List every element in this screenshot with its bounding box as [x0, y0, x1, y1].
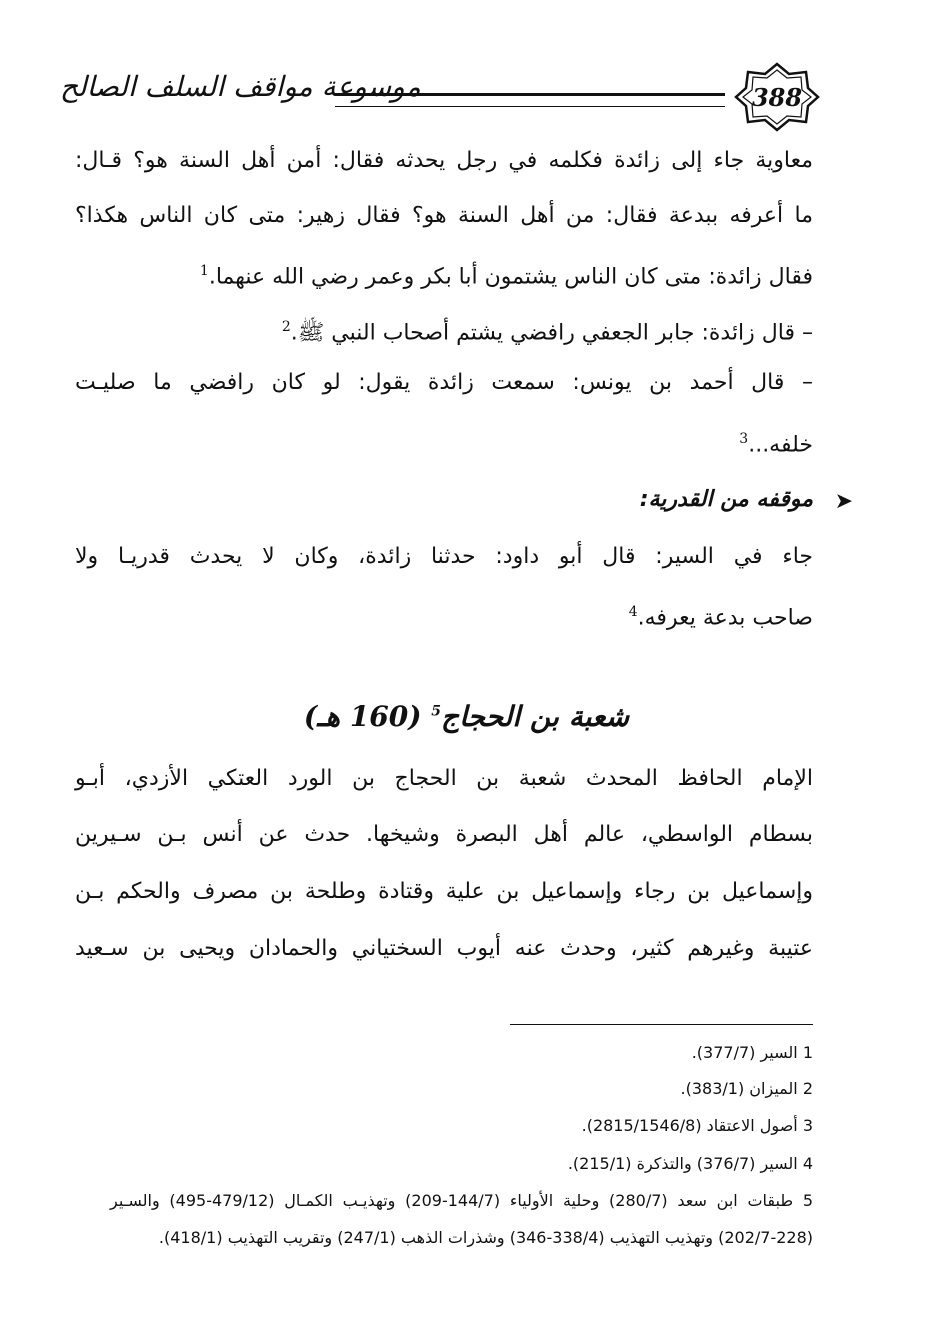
footnote-marker: 2: [281, 319, 291, 335]
body-line-5: – قال أحمد بن يونس: سمعت زائدة يقول: لو كان رافضي ما صليـت: [75, 370, 813, 395]
section-line-2: صاحب بدعة يعرفه.$^4$: [628, 604, 813, 631]
page-number: 388: [751, 82, 803, 112]
bio-line-1: الإمام الحافظ المحدث شعبة بن الحجاج بن الورد العتكي الأزدي، أبـو: [75, 766, 813, 791]
header-rule: [335, 93, 725, 107]
body-line-3: فقال زائدة: متى كان الناس يشتمون أبا بكر وعمر رضي الله عنهما.$^1$: [199, 263, 813, 290]
footnote-2: 2 الميزان (383/1).: [680, 1079, 813, 1098]
bio-line-3: وإسماعيل بن رجاء وإسماعيل بن علية وقتادة وطلحة بن مصرف والحكم بـن: [75, 879, 813, 904]
page-header: [60, 62, 820, 132]
footnote-5: 5 طبقات ابن سعد (280/7) وحلية الأولياء (144/7-209) وتهذيـب الكمـال (479/12-495) والسـير: [110, 1191, 814, 1210]
page-number-badge: [734, 62, 820, 132]
footnote-marker: 5: [431, 703, 442, 720]
body-line-6: خلفه...$^3$: [739, 431, 813, 458]
footnote-5-continued: (202/7-228) وتهذيب التهذيب (338/4-346) وشذرات الذهب (247/1) وتقريب التهذيب (418/1).: [158, 1228, 813, 1247]
footnote-marker: 3: [739, 431, 749, 447]
footnote-3: 3 أصول الاعتقاد (2815/1546/8).: [581, 1116, 813, 1135]
biography-title: شعبة بن الحجاج$^5$ (160 هـ): [303, 700, 630, 733]
body-line-2: ما أعرفه ببدعة فقال: من أهل السنة هو؟ فقال زهير: متى كان الناس هكذا؟: [75, 203, 813, 228]
section-heading: موقفه من القدرية:: [639, 487, 813, 512]
bio-line-2: بسطام الواسطي، عالم أهل البصرة وشيخها. حدث عن أنس بـن سـيرين: [75, 822, 813, 847]
footnote-marker: 1: [199, 263, 209, 279]
bio-line-4: عتيبة وغيرهم كثير، وحدث عنه أيوب السختياني والحمادان ويحيى بن سـعيد: [75, 936, 813, 961]
section-line-1: جاء في السير: قال أبو داود: حدثنا زائدة، وكان لا يحدث قدريـا ولا: [75, 544, 813, 569]
footnote-1: 1 السير (377/7).: [691, 1043, 813, 1062]
footnote-marker: 4: [628, 604, 638, 620]
arrow-bullet-icon: ➤: [834, 489, 853, 514]
footnote-separator: [510, 1024, 813, 1025]
book-title: موسوعة مواقف السلف الصالح: [60, 70, 421, 103]
body-line-4: – قال زائدة: جابر الجعفي رافضي يشتم أصحاب النبي ﷺ.$^2$: [281, 319, 813, 346]
body-line-1: معاوية جاء إلى زائدة فكلمه في رجل يحدثه فقال: أمن أهل السنة هو؟ قـال:: [75, 148, 813, 173]
footnote-4: 4 السير (376/7) والتذكرة (215/1).: [567, 1154, 813, 1173]
